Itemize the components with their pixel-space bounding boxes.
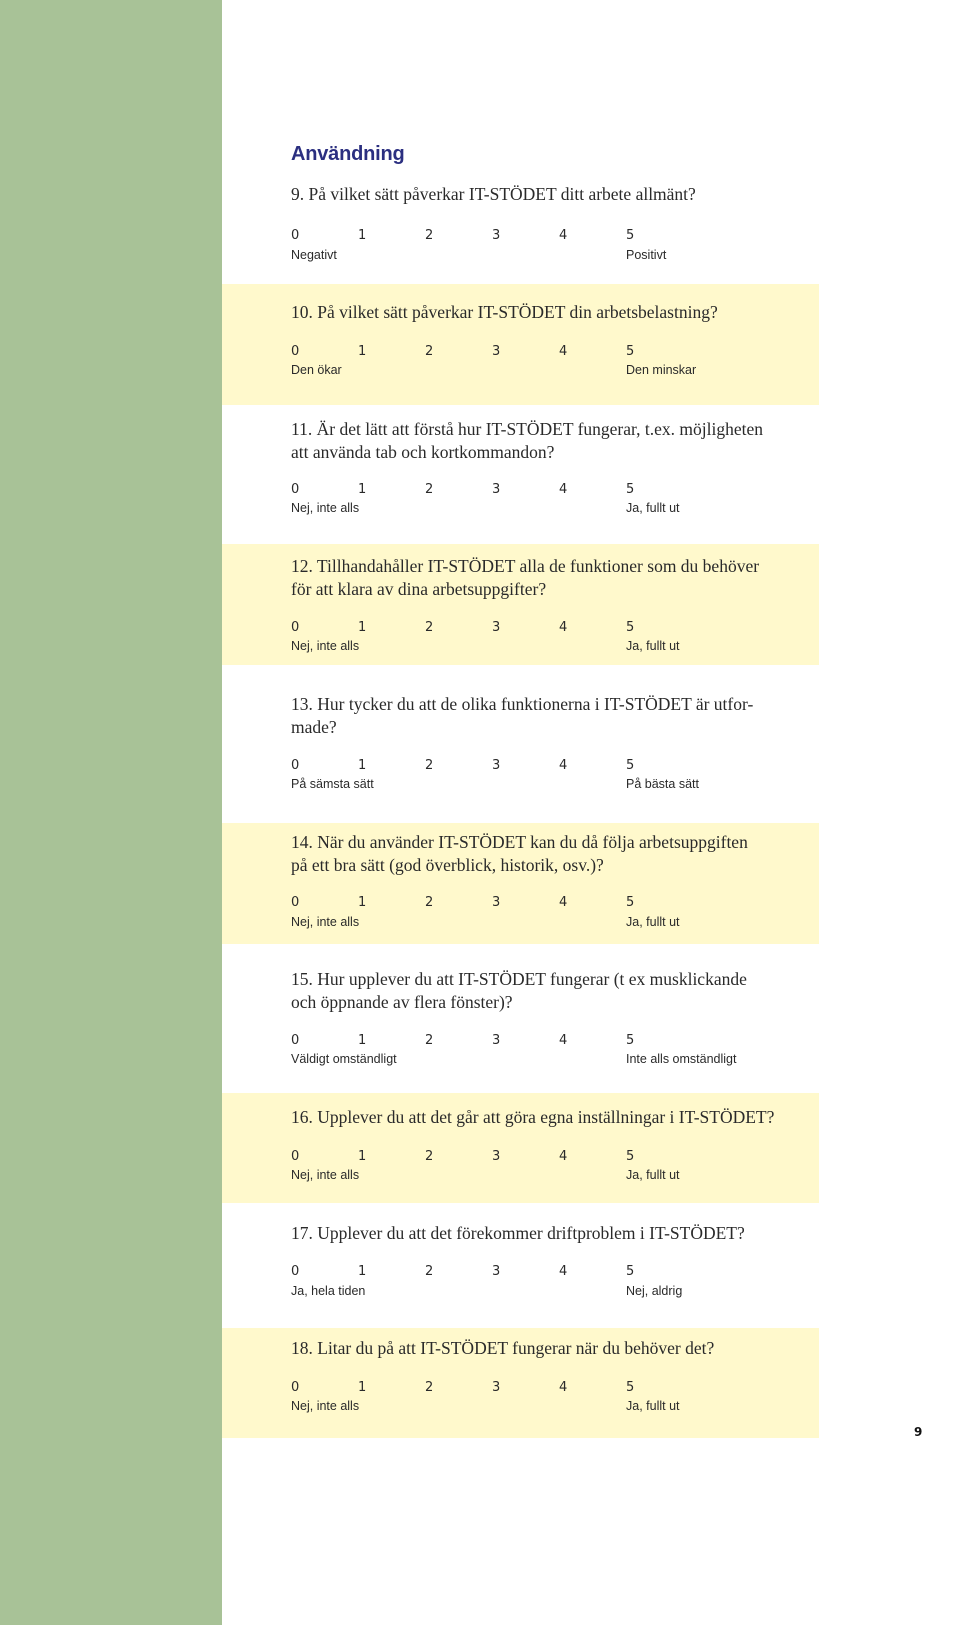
scale-option-1[interactable]: 1: [358, 1380, 367, 1395]
scale-option-2[interactable]: 2: [425, 1033, 434, 1048]
scale-option-2[interactable]: 2: [425, 1264, 434, 1279]
question-text-line: för att klara av dina arbetsuppgifter?: [291, 579, 547, 599]
scale-option-1[interactable]: 1: [358, 895, 367, 910]
scale-option-5[interactable]: 5: [626, 1033, 635, 1048]
scale-option-4[interactable]: 4: [559, 895, 568, 910]
scale-option-2[interactable]: 2: [425, 895, 434, 910]
question-text-line: 13. Hur tycker du att de olika funktionerna i IT-STÖDET är utfor-: [291, 694, 754, 714]
scale-option-4[interactable]: 4: [559, 1380, 568, 1395]
question-9: [291, 183, 821, 206]
scale-option-3[interactable]: 3: [492, 620, 501, 635]
scale-option-1[interactable]: 1: [358, 1149, 367, 1164]
scale-high-label: Positivt: [626, 248, 667, 262]
scale-low-label: Nej, inte alls: [291, 1399, 360, 1413]
scale-high-label: På bästa sätt: [626, 777, 699, 791]
scale-option-2[interactable]: 2: [425, 1149, 434, 1164]
scale-option-3[interactable]: 3: [492, 895, 501, 910]
scale-high-label: Den minskar: [626, 363, 697, 377]
scale-option-3[interactable]: 3: [492, 344, 501, 359]
scale-option-2[interactable]: 2: [425, 1380, 434, 1395]
scale-option-0[interactable]: 0: [291, 228, 300, 243]
scale-option-2[interactable]: 2: [425, 228, 434, 243]
rating-scale-18[interactable]: [291, 1380, 671, 1396]
scale-option-1[interactable]: 1: [358, 1264, 367, 1279]
scale-high-label: Ja, fullt ut: [626, 1399, 680, 1413]
scale-low-label: Ja, hela tiden: [291, 1284, 366, 1298]
scale-low-label: Väldigt omständligt: [291, 1052, 397, 1066]
question-14: [291, 831, 821, 877]
question-text-line: 15. Hur upplever du att IT-STÖDET fungerar (t ex musklickande: [291, 969, 747, 989]
question-12: [291, 555, 821, 601]
scale-high-label: Ja, fullt ut: [626, 1168, 680, 1182]
scale-option-1[interactable]: 1: [358, 344, 367, 359]
scale-option-3[interactable]: 3: [492, 758, 501, 773]
scale-option-5[interactable]: 5: [626, 228, 635, 243]
question-13: [291, 693, 821, 739]
scale-low-label: Negativt: [291, 248, 337, 262]
scale-option-0[interactable]: 0: [291, 620, 300, 635]
scale-option-0[interactable]: 0: [291, 895, 300, 910]
scale-option-3[interactable]: 3: [492, 228, 501, 243]
rating-scale-17[interactable]: [291, 1264, 671, 1280]
rating-scale-16[interactable]: [291, 1149, 671, 1165]
question-17: [291, 1222, 821, 1245]
question-text-line: att använda tab och kortkommandon?: [291, 442, 555, 462]
scale-option-4[interactable]: 4: [559, 1264, 568, 1279]
scale-option-0[interactable]: 0: [291, 1380, 300, 1395]
scale-low-label: På sämsta sätt: [291, 777, 374, 791]
rating-scale-14[interactable]: [291, 895, 671, 911]
scale-option-5[interactable]: 5: [626, 1264, 635, 1279]
question-10: [291, 301, 821, 324]
sidebar-color-strip: [0, 0, 222, 1625]
scale-option-4[interactable]: 4: [559, 482, 568, 497]
scale-option-5[interactable]: 5: [626, 895, 635, 910]
scale-option-5[interactable]: 5: [626, 758, 635, 773]
scale-option-3[interactable]: 3: [492, 1033, 501, 1048]
question-16: [291, 1106, 821, 1129]
question-15: [291, 968, 821, 1014]
rating-scale-12[interactable]: [291, 620, 671, 636]
question-text-line: 9. På vilket sätt påverkar IT-STÖDET ditt arbete allmänt?: [291, 184, 696, 204]
scale-option-0[interactable]: 0: [291, 344, 300, 359]
scale-option-0[interactable]: 0: [291, 758, 300, 773]
scale-option-2[interactable]: 2: [425, 482, 434, 497]
question-11: [291, 418, 821, 464]
question-text-line: 14. När du använder IT-STÖDET kan du då följa arbetsuppgiften: [291, 832, 748, 852]
scale-option-1[interactable]: 1: [358, 758, 367, 773]
scale-low-label: Den ökar: [291, 363, 342, 377]
scale-low-label: Nej, inte alls: [291, 501, 360, 515]
section-title: Användning: [291, 143, 405, 165]
question-text-line: och öppnande av flera fönster)?: [291, 992, 513, 1012]
question-text-line: 17. Upplever du att det förekommer driftproblem i IT-STÖDET?: [291, 1223, 745, 1243]
scale-option-1[interactable]: 1: [358, 620, 367, 635]
scale-option-5[interactable]: 5: [626, 1380, 635, 1395]
question-text-line: 12. Tillhandahåller IT-STÖDET alla de funktioner som du behöver: [291, 556, 760, 576]
scale-low-label: Nej, inte alls: [291, 639, 360, 653]
scale-option-4[interactable]: 4: [559, 344, 568, 359]
page-number: 9: [914, 1425, 923, 1439]
scale-option-5[interactable]: 5: [626, 1149, 635, 1164]
rating-scale-10[interactable]: [291, 344, 671, 360]
question-text-line: 10. På vilket sätt påverkar IT-STÖDET din arbetsbelastning?: [291, 302, 718, 322]
scale-option-1[interactable]: 1: [358, 1033, 367, 1048]
scale-option-3[interactable]: 3: [492, 482, 501, 497]
scale-low-label: Nej, inte alls: [291, 1168, 360, 1182]
rating-scale-11[interactable]: [291, 482, 671, 498]
scale-option-4[interactable]: 4: [559, 1149, 568, 1164]
scale-option-1[interactable]: 1: [358, 228, 367, 243]
scale-option-0[interactable]: 0: [291, 1264, 300, 1279]
scale-high-label: Ja, fullt ut: [626, 501, 680, 515]
question-text-line: 16. Upplever du att det går att göra egna inställningar i IT-STÖDET?: [291, 1107, 775, 1127]
question-18: [291, 1337, 821, 1360]
question-text-line: made?: [291, 717, 337, 737]
scale-option-0[interactable]: 0: [291, 1149, 300, 1164]
rating-scale-15[interactable]: [291, 1033, 671, 1049]
scale-option-3[interactable]: 3: [492, 1149, 501, 1164]
scale-option-4[interactable]: 4: [559, 620, 568, 635]
scale-option-4[interactable]: 4: [559, 758, 568, 773]
rating-scale-9[interactable]: [291, 228, 671, 244]
question-text-line: på ett bra sätt (god överblick, historik, osv.)?: [291, 855, 604, 875]
scale-option-2[interactable]: 2: [425, 620, 434, 635]
scale-high-label: Nej, aldrig: [626, 1284, 683, 1298]
scale-option-3[interactable]: 3: [492, 1380, 501, 1395]
scale-option-2[interactable]: 2: [425, 344, 434, 359]
scale-option-0[interactable]: 0: [291, 482, 300, 497]
scale-option-4[interactable]: 4: [559, 228, 568, 243]
scale-high-label: Inte alls omständligt: [626, 1052, 737, 1066]
scale-option-5[interactable]: 5: [626, 344, 635, 359]
scale-option-2[interactable]: 2: [425, 758, 434, 773]
scale-low-label: Nej, inte alls: [291, 915, 360, 929]
scale-high-label: Ja, fullt ut: [626, 639, 680, 653]
scale-option-0[interactable]: 0: [291, 1033, 300, 1048]
scale-option-3[interactable]: 3: [492, 1264, 501, 1279]
scale-option-5[interactable]: 5: [626, 620, 635, 635]
question-text-line: 11. Är det lätt att förstå hur IT-STÖDET fungerar, t.ex. möjligheten: [291, 419, 764, 439]
question-text-line: 18. Litar du på att IT-STÖDET fungerar när du behöver det?: [291, 1338, 715, 1358]
scale-option-1[interactable]: 1: [358, 482, 367, 497]
rating-scale-13[interactable]: [291, 758, 671, 774]
scale-option-4[interactable]: 4: [559, 1033, 568, 1048]
scale-option-5[interactable]: 5: [626, 482, 635, 497]
scale-high-label: Ja, fullt ut: [626, 915, 680, 929]
